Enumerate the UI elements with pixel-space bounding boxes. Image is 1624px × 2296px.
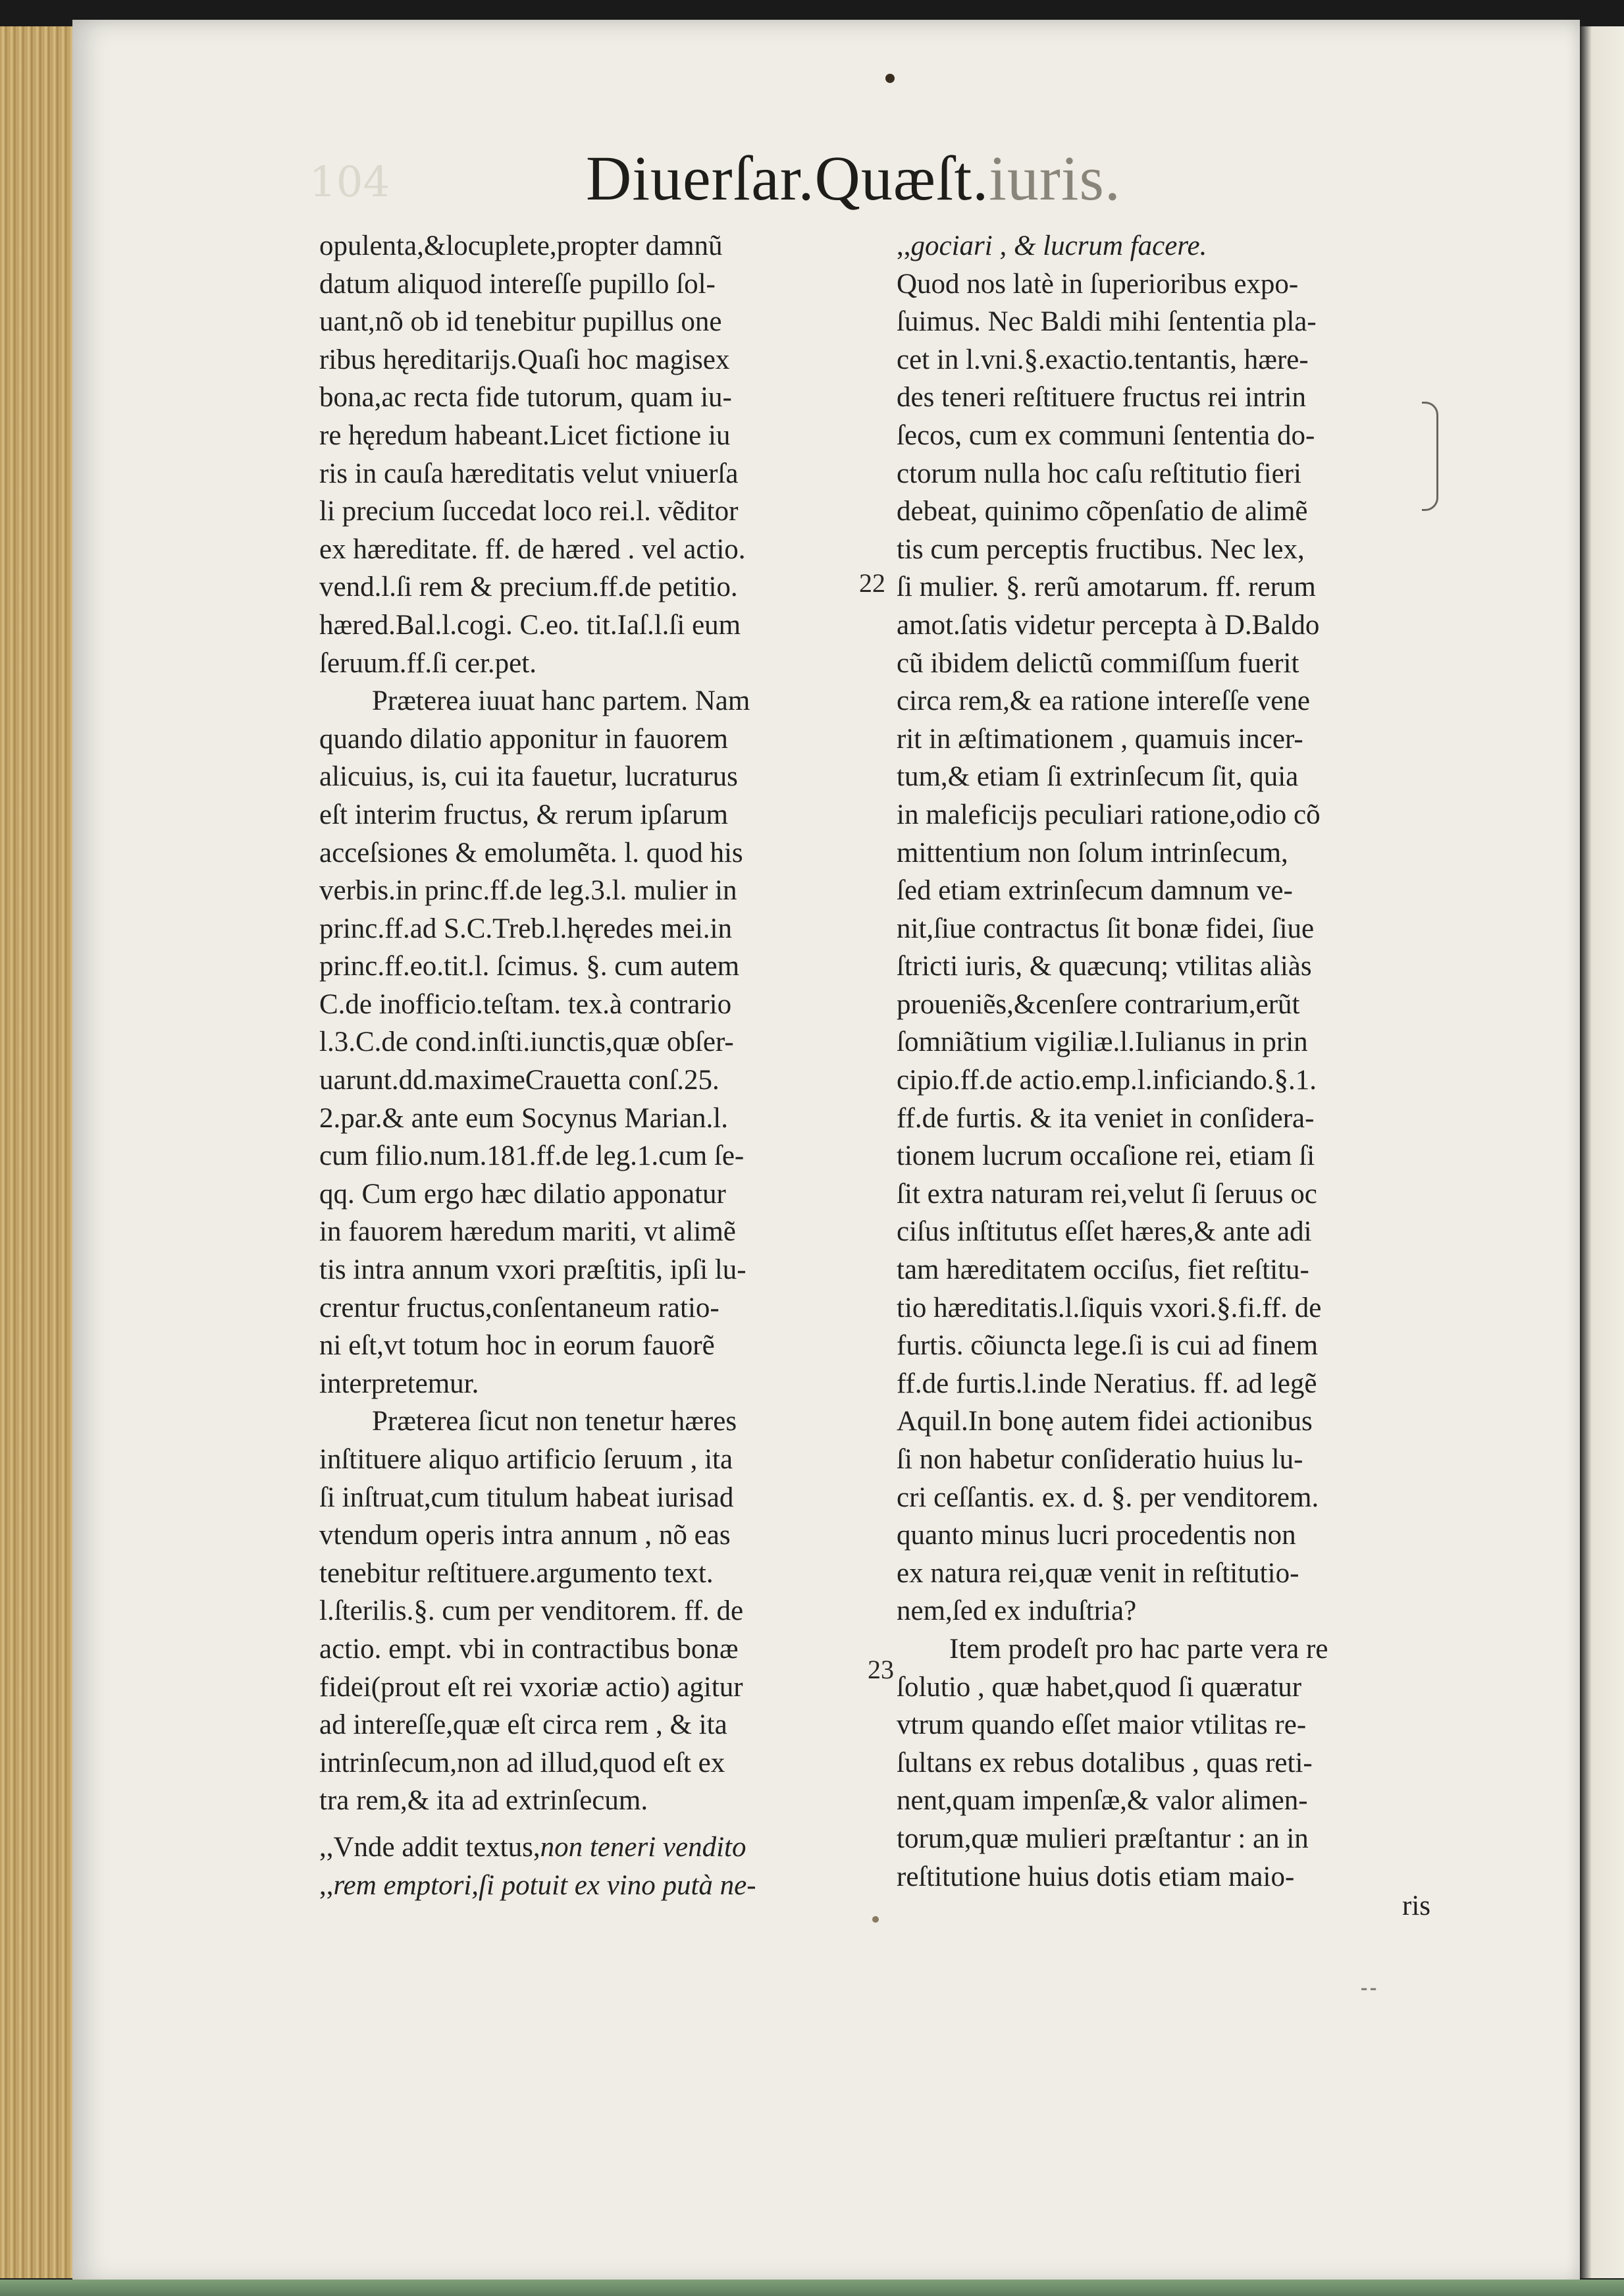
text-line-roman: cri ceſſantis. ex. d. §. per venditorem.: [897, 1482, 1319, 1513]
text-line: [319, 227, 859, 265]
running-head-faint: iuris.: [989, 143, 1121, 213]
text-line-roman: eſt interim fructus, & rerum ipſarum: [319, 799, 728, 830]
text-line: [897, 948, 1433, 986]
text-line: [897, 872, 1433, 910]
text-line-roman: ſolutio , quæ habet,quod ſi quæratur: [897, 1671, 1302, 1703]
text-line-roman: uarunt.dd.maximeCrauetta conſ.25.: [319, 1065, 720, 1096]
text-line: [319, 910, 859, 948]
text-line: [897, 1820, 1433, 1858]
text-line: [319, 1023, 859, 1061]
text-line: [319, 1782, 859, 1820]
text-line: [897, 1858, 1433, 1896]
text-line: [319, 986, 859, 1024]
text-line-roman: rit in æſtimationem , quamuis incer-: [897, 723, 1303, 755]
text-line-roman: ſi mulier. §. rerũ amotarum. ff. rerum: [897, 572, 1316, 603]
text-line-roman: ff.de furtis. & ita veniet in conſidera-: [897, 1102, 1315, 1134]
text-line-roman: ni eſt,vt totum hoc in eorum fauorẽ: [319, 1330, 715, 1362]
text-line-roman: des teneri reſtituere fructus rei intrin: [897, 382, 1307, 414]
text-line: [319, 948, 859, 986]
text-line: [897, 1023, 1433, 1061]
text-line: [319, 455, 859, 493]
text-line: [897, 1327, 1433, 1365]
text-line-roman: interpretemur.: [319, 1368, 479, 1399]
text-line-roman: ad intereſſe,quæ eſt circa rem , & ita: [319, 1709, 727, 1741]
text-line: [319, 1213, 859, 1251]
text-line-roman: vtendum operis intra annum , nõ eas: [319, 1520, 731, 1551]
text-line: [897, 265, 1433, 304]
text-line: [319, 872, 859, 910]
text-line-roman: qq. Cum ergo hæc dilatio apponatur: [319, 1178, 726, 1210]
text-line: [319, 1630, 859, 1669]
text-line-roman: ris in cauſa hæreditatis velut vniuerſa: [319, 458, 739, 489]
text-line: [319, 1365, 859, 1403]
text-line-roman: furtis. cõiuncta lege.ſi is cui ad finem: [897, 1330, 1319, 1362]
text-line: [897, 1441, 1433, 1479]
text-line: [319, 568, 859, 606]
worm-hole-mark: [885, 74, 895, 83]
text-line: [319, 606, 859, 645]
text-line: [319, 1516, 859, 1555]
text-line: [319, 1251, 859, 1289]
text-line: [319, 1402, 859, 1441]
text-line-roman: ſultans ex rebus dotalibus , quas reti-: [897, 1747, 1313, 1778]
text-line: [319, 645, 859, 683]
text-line-roman: ex hæreditate. ff. de hæred . vel actio.: [319, 533, 746, 565]
text-line: [897, 758, 1433, 796]
text-line-roman: uant,nõ ob id tenebitur pupillus one: [319, 306, 722, 338]
text-line-roman: tenebitur reſtituere.argumento text.: [319, 1557, 714, 1589]
text-line-roman: princ.ff.eo.tit.l. ſcimus. §. cum autem: [319, 951, 740, 982]
text-line-roman: quando dilatio apponitur in fauorem: [319, 723, 728, 755]
text-line-roman: tionem lucrum occaſione rei, etiam ſi: [897, 1140, 1315, 1172]
text-line: [897, 1669, 1433, 1707]
text-line-roman: cet in l.vni.§.exactio.tentantis, hære-: [897, 344, 1309, 375]
text-line-roman: l.3.C.de cond.inſti.iunctis,quæ obſer-: [319, 1027, 734, 1058]
text-line-roman: tis cum perceptis fructibus. Nec lex,: [897, 533, 1305, 565]
text-line-roman: debeat, quinimo cõpenſatio de alimẽ: [897, 496, 1308, 527]
text-line: [897, 986, 1433, 1024]
text-line-roman: ctorum nulla hoc caſu reſtitutio fieri: [897, 458, 1301, 489]
text-line: [897, 645, 1433, 683]
text-line: [897, 417, 1433, 455]
facing-page-edge: [1580, 26, 1624, 2278]
text-line: [319, 682, 859, 720]
faint-ink-mark: ⁃⁃: [1359, 1979, 1378, 2000]
text-line: [897, 341, 1433, 379]
text-line: [897, 1516, 1433, 1555]
text-line: [897, 1251, 1433, 1289]
text-line-roman: l.ſterilis.§. cum per venditorem. ff. de: [319, 1595, 744, 1627]
text-line-roman: tra rem,& ita ad extrinſecum.: [319, 1785, 648, 1817]
text-line-roman: cũ ibidem delictũ commiſſum fuerit: [897, 647, 1299, 679]
handwritten-bracket-mark: [1422, 402, 1438, 511]
text-line-roman: re hęredum habeant.Licet fictione iu: [319, 419, 731, 451]
text-line: [319, 303, 859, 341]
text-line: [319, 379, 859, 417]
text-line: [897, 1592, 1433, 1630]
text-line-roman: li precium ſuccedat loco rei.l. vẽditor: [319, 496, 739, 527]
text-line: [897, 1213, 1433, 1251]
text-line-roman: ſi inſtruat,cum titulum habeat iurisad: [319, 1482, 734, 1513]
text-line: [319, 1137, 859, 1175]
text-line-roman: ſecos, cum ex communi ſententia do-: [897, 419, 1315, 451]
left-text-column: [319, 227, 859, 1904]
text-line-roman: tam hæreditatem occiſus, fiet reſtitu-: [897, 1254, 1309, 1286]
text-line-italic: gociari , & lucrum facere.: [910, 230, 1207, 261]
text-line: [897, 1782, 1433, 1820]
text-line-roman: fidei(prout eſt rei vxoriæ actio) agitur: [319, 1671, 743, 1703]
text-line-roman: amot.ſatis videtur percepta à D.Baldo: [897, 609, 1320, 641]
text-line: [897, 531, 1433, 569]
text-line: [319, 531, 859, 569]
text-line-roman: mittentium non ſolum intrinſecum,: [897, 837, 1288, 868]
running-head-main: Diuerſar.Quæſt.: [586, 143, 989, 213]
text-line: [897, 1479, 1433, 1517]
text-line: [319, 1669, 859, 1707]
text-line-roman: tio hæreditatis.l.ſiquis vxori.§.fi.ff. de: [897, 1292, 1322, 1323]
text-line: [897, 493, 1433, 531]
text-line: [897, 1289, 1433, 1327]
text-line: [319, 796, 859, 834]
text-line: [319, 1289, 859, 1327]
text-line: [897, 796, 1433, 834]
text-line-roman: intrinſecum,non ad illud,quod eſt ex: [319, 1747, 725, 1778]
text-line: [897, 1137, 1433, 1175]
text-line-roman: ſeruum.ff.ſi cer.pet.: [319, 647, 537, 679]
text-line-roman: ſit extra naturam rei,velut ſi ſeruus oc: [897, 1178, 1317, 1210]
text-line: [319, 1061, 859, 1100]
text-line-roman: vend.l.ſi rem & precium.ff.de petitio.: [319, 572, 738, 603]
text-line-roman: nent,quam impenſæ,& valor alimen-: [897, 1785, 1308, 1817]
text-line: [897, 1175, 1433, 1214]
text-line-roman: nem,ſed ex induſtria?: [897, 1595, 1137, 1627]
text-line: [897, 1706, 1433, 1744]
text-line: [897, 1365, 1433, 1403]
text-line: [319, 1592, 859, 1630]
text-line: [897, 379, 1433, 417]
text-line-roman: verbis.in princ.ff.de leg.3.l. mulier in: [319, 875, 737, 907]
text-line: [897, 910, 1433, 948]
text-line: [897, 834, 1433, 872]
text-line-roman: nit,ſiue contractus ſit bonæ fidei, ſiue: [897, 913, 1315, 944]
text-line-roman: circa rem,& ea ratione intereſſe vene: [897, 685, 1310, 717]
text-line: [319, 1479, 859, 1517]
text-line-roman: hæred.Bal.l.cogi. C.eo. tit.Iaſ.l.ſi eum: [319, 609, 741, 641]
text-line: [897, 1744, 1433, 1782]
text-line-roman: in maleficijs peculiari ratione,odio cõ: [897, 799, 1321, 830]
marginal-number-22: 22: [859, 568, 885, 598]
text-line-roman: ſed etiam extrinſecum damnum ve-: [897, 875, 1293, 907]
text-line-roman: ſomniãtium vigiliæ.l.Iulianus in prin: [897, 1027, 1308, 1058]
text-line-roman: Præterea iuuat hanc partem. Nam: [372, 685, 750, 717]
text-line-roman: ex natura rei,quæ venit in reſtitutio-: [897, 1557, 1299, 1589]
text-line-roman: 2.par.& ante eum Socynus Marian.l.: [319, 1102, 728, 1134]
text-line-roman: Aquil.In bonę autem fidei actionibus: [897, 1406, 1313, 1437]
text-line-roman: datum aliquod intereſſe pupillo ſol-: [319, 268, 716, 300]
text-line-roman: cum filio.num.181.ff.de leg.1.cum ſe-: [319, 1140, 745, 1172]
text-line-roman: ſuimus. Nec Baldi mihi ſententia pla-: [897, 306, 1317, 338]
text-line-roman: princ.ff.ad S.C.Treb.l.hęredes mei.in: [319, 913, 732, 944]
text-line-roman: opulenta,&locuplete,propter damnũ: [319, 230, 723, 261]
text-line: [897, 1630, 1433, 1669]
text-line-roman: Quod nos latè in ſuperioribus expo-: [897, 268, 1299, 300]
text-line: [319, 1744, 859, 1782]
text-line-roman: proueniẽs,&cenſere contrarium,erũt: [897, 988, 1300, 1020]
catchword: ris: [1402, 1890, 1430, 1921]
stain-mark: [872, 1916, 879, 1923]
text-line-roman: tum,& etiam ſi extrinſecum ſit, quia: [897, 761, 1299, 793]
text-line: [897, 606, 1433, 645]
text-line: [319, 417, 859, 455]
text-line: [897, 720, 1433, 759]
text-line-italic: non teneri vendito: [540, 1831, 747, 1863]
text-line-roman: ff.de furtis.l.inde Neratius. ff. ad legẽ: [897, 1368, 1317, 1399]
text-line: [319, 1441, 859, 1479]
text-line: [319, 265, 859, 304]
text-line-roman: Præterea ſicut non tenetur hæres: [372, 1406, 737, 1437]
text-line: [319, 1327, 859, 1365]
book-page-edges: [0, 26, 79, 2278]
text-line: [897, 227, 1433, 265]
running-head: [586, 142, 1121, 215]
text-line-roman: ſtricti iuris, & quæcunq; vtilitas aliàs: [897, 951, 1312, 982]
marginal-number-23: 23: [868, 1655, 894, 1684]
text-line: [319, 1867, 859, 1905]
text-line: [319, 834, 859, 872]
text-line: [319, 493, 859, 531]
text-line: [897, 1061, 1433, 1100]
text-line-roman: ciſus inſtitutus eſſet hæres,& ante adi: [897, 1216, 1312, 1248]
text-line: [897, 1402, 1433, 1441]
text-line-roman: reſtitutione huius dotis etiam maio-: [897, 1861, 1295, 1892]
text-line: [897, 303, 1433, 341]
text-line: [319, 1829, 859, 1867]
text-line: [319, 1706, 859, 1744]
bleed-through-page-number: 104: [309, 158, 390, 207]
text-line-roman: acceſsiones & emolumẽta. l. quod his: [319, 837, 743, 868]
text-line-roman: actio. empt. vbi in contractibus bonæ: [319, 1633, 739, 1665]
text-line-roman: C.de inofficio.teſtam. tex.à contrario: [319, 988, 732, 1020]
text-line: [897, 682, 1433, 720]
text-line: [319, 758, 859, 796]
text-line-roman: alicuius, is, cui ita fauetur, lucraturus: [319, 761, 738, 793]
right-text-column: [897, 227, 1433, 1896]
text-line-roman: vtrum quando eſſet maior vtilitas re-: [897, 1709, 1307, 1741]
text-line-roman: torum,quæ mulieri præſtantur : an in: [897, 1823, 1309, 1854]
text-line-roman: inſtituere aliquo artificio ſeruum , ita: [319, 1444, 733, 1475]
text-line: [319, 1100, 859, 1138]
text-line-roman: ſi non habetur conſideratio huius lu-: [897, 1444, 1303, 1475]
text-line-roman: tis intra annum vxori præſtitis, ipſi lu-: [319, 1254, 747, 1286]
text-line-roman: bona,ac recta fide tutorum, quam iu-: [319, 382, 732, 414]
text-line-roman: cipio.ff.de actio.emp.l.inficiando.§.1.: [897, 1065, 1317, 1096]
text-line-roman: in fauorem hæredum mariti, vt alimẽ: [319, 1216, 736, 1248]
scan-bottom-border: [0, 2280, 1624, 2296]
text-line-roman: crentur fructus,conſentaneum ratio-: [319, 1292, 720, 1323]
text-line-roman: ribus hęreditarijs.Quaſi hoc magisex: [319, 344, 730, 375]
text-line: [897, 1100, 1433, 1138]
text-line: [319, 1555, 859, 1593]
text-line: [319, 720, 859, 759]
text-line-roman: ,,: [319, 1869, 334, 1901]
text-line-roman: ,,: [897, 230, 911, 261]
text-line-roman: quanto minus lucri procedentis non: [897, 1520, 1296, 1551]
text-line: [897, 568, 1433, 606]
text-line: [319, 341, 859, 379]
text-line: [897, 455, 1433, 493]
text-line-italic: rem emptori,ſi potuit ex vino putà ne-: [333, 1869, 756, 1901]
text-line: [897, 1555, 1433, 1593]
text-line-roman: ,,Vnde addit textus,: [319, 1831, 540, 1863]
text-line-roman: Item prodeſt pro hac parte vera re: [949, 1633, 1328, 1665]
text-line: [319, 1175, 859, 1214]
